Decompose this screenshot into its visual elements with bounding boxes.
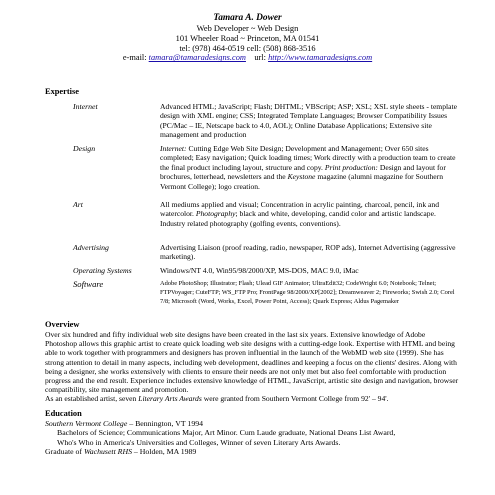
expertise-label: Operating Systems [73,266,132,275]
overview-awards-start: As an established artist, seven [45,394,139,404]
high-school-name: Wachusett RHS [83,447,132,457]
expertise-label: Internet [73,102,98,111]
overview-awards-end: were granted from Southern Vermont College from 92' – 94'. [201,394,389,404]
expertise-desc: Advanced HTML; JavaScript; Flash; DHTML; VBScript; ASP; XSL; XSL style sheets - template design with XML engine; CSS; Integrated Template Languages; Browser Compatibility Issues (PC/Mac – IE, Netscape back to 4.0, AOL); Online Database Applications; Extensive site management and production [160,102,457,140]
url-label: url: [254,53,266,63]
graduate-prefix: Graduate of [45,447,84,457]
internet-subtext: Cutting Edge Web Site Design; Development and Management; Over 650 sites completed; Easy navigation; Quick loading times; Work directly with a production team to create the final product including layout, structure and copy. [160,144,456,172]
education-line-2 [45,447,465,456]
expertise-desc: Windows/NT 4.0, Win95/98/2000/XP, MS-DOS, MAC 9.0, iMac [160,266,359,275]
art-text: All mediums applied and visual; Concentration in acrylic painting, charcoal, pencil, ink and watercolor. [160,200,439,219]
address: 101 Wheeler Road ~ Princeton, MA 01541 [175,33,320,43]
job-title: Web Developer ~ Web Design [196,24,299,33]
honors-line: Who's Who in America's Universities and Colleges, Winner of seven Literary Arts Awards. [57,437,341,447]
photography-sublabel: Photography [195,209,236,219]
expertise-label: Advertising [73,243,109,252]
email-label: e-mail: [122,53,147,63]
internet-sublabel: Internet: [160,144,187,153]
expertise-desc [160,144,460,191]
degree-line: Bachelors of Science; Communications Major, Art Minor. Cum Laude graduate, National Deans List Award, [57,428,396,438]
overview-awards-italic: Literary Arts Awards [138,394,202,404]
print-subtext-end: magazine (alumni magazine for Southern Vermont College); logo creation. [160,172,443,191]
education-block [45,419,465,457]
phone-numbers: tel: (978) 464-0519 cell: (508) 868-3516 [179,43,316,53]
college-name: Southern Vermont College [45,419,128,428]
resume-header [0,13,495,63]
keystone-title: Keystone [287,172,316,182]
expertise-desc: Adobe PhotoShop; Illustrator; Flash; Ulead GIF Animator; UltraEdit32; CodeWright 6.0; Notebook; Telnet; FTPVoyager; CuteFTP; WS_FTP Pro; FrontPage 98/2000/XP[2002]; Dreamweaver 2; Fireworks; Swish 2.0; Corel 7/8; Microsoft (Word, Works, Excel, Power Point, Access); Quark Express; Aldus Pagemaker [160,280,455,305]
education-heading: Education [45,409,82,418]
education-line-1 [45,419,465,428]
photography-text: ; black and white, developing, candid color and artistic landscape. Industry related photography (golfing events, conventions). [160,209,436,228]
contact-line [0,53,495,63]
print-sublabel: Print production: [324,162,378,172]
expertise-label: Software [73,279,104,289]
expertise-desc [160,200,460,228]
expertise-desc: Advertising Liaison (proof reading, radio, newspaper, ROP ads), Internet Advertising (aggressive marketing). [160,243,456,262]
person-name: Tamara A. Dower [213,13,282,23]
print-subtext: Design and layout for brochures, letterhead, newsletters and the [160,162,446,182]
email-link[interactable]: tamara@tamaradesigns.com [148,53,246,63]
overview-heading: Overview [45,320,80,329]
website-link[interactable]: http://www.tamaradesigns.com [268,53,373,63]
expertise-heading: Expertise [45,87,79,96]
expertise-label: Art [73,200,83,209]
overview-paragraph [45,330,459,404]
overview-text: Over six hundred and fifty individual web site designs have been created in the last six years. Extensive knowledge of Adobe Photoshop allows this graphic artist to create quick loading web site designs with a cutting-edge look. Expertise with HTML and being able to work together with programmers and designers has proven influential in the launch of the WebMD web site (1999). She has strong attention to detail in many aspects, including web development, deadlines and keeping a focus on the clients' desires. Along with being a designer, she works extensively with clients to ensure their needs are not only met but also feel comfortable with production progress and the end result. Experience includes extensive knowledge of HTML, JavaScript, artistic site design and navigation, browser compatibility, site management and promotion. [45,330,459,395]
expertise-label: Design [73,144,96,153]
college-location: – Bennington, VT 1994 [127,419,204,428]
high-school-location: – Holden, MA 1989 [131,447,197,457]
